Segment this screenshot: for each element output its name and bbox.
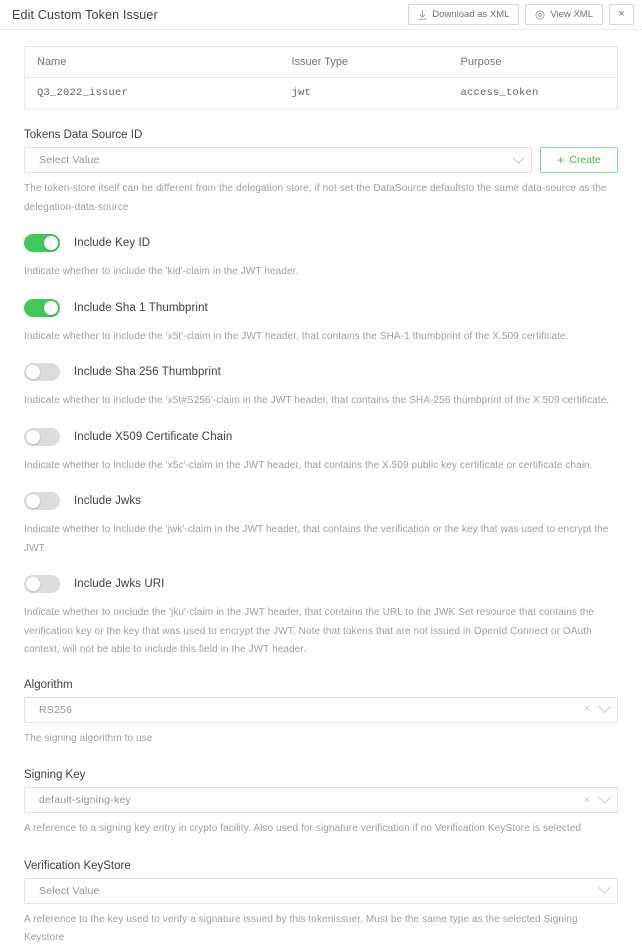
toggle-hint: Indicate whether to include the 'kid'-claim in the JWT header.: [24, 266, 299, 277]
select-adornments: [584, 795, 609, 806]
tokens-data-source-select[interactable]: [24, 147, 532, 173]
window-titlebar: [0, 0, 642, 30]
issuer-summary-table: [24, 46, 618, 109]
toggle-label: Include Jwks URI: [74, 578, 165, 590]
toggle-hint: Indicate whether to include the 'jwk'-claim in the JWT header, that contains the verification or the key that was used to encrypt the JWT.: [24, 524, 609, 554]
column-header-name: Name: [25, 47, 280, 78]
verification-keystore-value: Select Value: [39, 884, 100, 897]
table-header-row: [25, 47, 618, 78]
download-arrow-icon: [418, 10, 427, 20]
toggle-block-include-jwks-uri: [24, 575, 618, 660]
toggle-knob: [44, 301, 58, 315]
toggle-block-include-jwks: [24, 492, 618, 558]
tokens-data-source-value: Select Value: [39, 154, 100, 166]
toggle-block-include-sha-1-thumbprint: [24, 299, 618, 347]
toggle-include-sha-1-thumbprint[interactable]: [24, 299, 60, 317]
section-spacer: [24, 660, 618, 679]
tokens-data-source-row: [24, 147, 618, 173]
chevron-down-icon[interactable]: [598, 881, 611, 894]
select-adornments: [584, 704, 609, 715]
section-spacer: [24, 750, 618, 769]
algorithm-hint: The signing algorithm to use: [24, 732, 153, 744]
close-icon: ×: [618, 8, 625, 20]
algorithm-label: Algorithm: [24, 678, 73, 691]
chevron-down-icon[interactable]: [598, 791, 611, 804]
download-as-xml-label: Download as XML: [432, 9, 510, 20]
toggle-block-include-key-id: [24, 234, 618, 282]
toggle-row: [24, 428, 618, 446]
verification-keystore-select[interactable]: [24, 878, 618, 904]
algorithm-value: RS256: [39, 703, 73, 716]
toggle-knob: [26, 494, 40, 508]
toggle-include-sha-256-thumbprint[interactable]: [24, 363, 60, 381]
clear-icon[interactable]: ×: [583, 793, 590, 806]
select-adornments: [514, 156, 523, 165]
toggle-hint: Indicate whether to include the 'x5c'-claim in the JWT header, that contains the X.509 public key certificate or certificate chain.: [24, 459, 593, 471]
toggle-knob: [26, 577, 40, 591]
toggle-label: Include Key ID: [74, 237, 151, 249]
page-title: Edit Custom Token Issuer: [12, 7, 158, 22]
create-data-source-button[interactable]: [540, 147, 618, 173]
toggle-hint: Indicate whether to onclude the 'jku'-claim in the JWT header, that contains the URL to the JWK Set resource that contains the verification key or the key that was used to encrypt the JWT. Note that tokens that are not issued in OpenId Connect or OAuth context, will not be able to include this field in the JWT header.: [24, 607, 595, 655]
signing-key-field: [24, 769, 618, 839]
plus-icon: +: [557, 153, 565, 167]
toggle-hint: Indicate whether to include the 'x5t#S256'-claim in the JWT header, that contains the SHA-256 thumbprint of the X.509 certificate.: [24, 395, 610, 406]
download-as-xml-button[interactable]: [408, 4, 519, 25]
algorithm-select[interactable]: [24, 697, 618, 723]
chevron-down-icon[interactable]: [598, 700, 611, 713]
toggle-label: Include X509 Certificate Chain: [74, 430, 233, 443]
toggle-knob: [26, 365, 40, 379]
cell-name: Q3_2022_issuer: [37, 87, 129, 99]
algorithm-field: [24, 679, 618, 749]
form-body: [0, 30, 642, 948]
titlebar-actions: [408, 4, 634, 25]
toggle-row: [24, 363, 618, 381]
toggle-include-jwks-uri[interactable]: [24, 575, 60, 593]
tokens-data-source-field: [24, 129, 618, 217]
signing-key-value: default-signing-key: [39, 794, 131, 806]
column-header-purpose: Purpose: [448, 47, 617, 78]
toggle-knob: [44, 236, 58, 250]
section-spacer: [24, 841, 618, 860]
signing-key-select[interactable]: [24, 787, 618, 813]
eye-icon: [535, 10, 545, 20]
view-xml-button[interactable]: [525, 4, 603, 25]
tokens-data-source-label: Tokens Data Source ID: [24, 129, 143, 141]
toggle-include-jwks[interactable]: [24, 492, 60, 510]
clear-icon[interactable]: ×: [583, 703, 590, 715]
verification-keystore-hint: A reference to the key used to verify a signature issued by this tokenissuer. Must be the same type as the selected Signing Keystore: [24, 913, 578, 943]
chevron-down-icon[interactable]: [512, 151, 525, 164]
toggle-label: Include Sha 1 Thumbprint: [74, 301, 208, 314]
toggle-hint: Indicate whether to include the 'x5t'-claim in the JWT header, that contains the SHA-1 thumbprint of the X.509 certificate.: [24, 330, 569, 342]
toggle-row: [24, 575, 618, 593]
toggle-block-include-sha-256-thumbprint: [24, 363, 618, 411]
verification-keystore-field: [24, 860, 618, 948]
cell-purpose: access_token: [460, 87, 539, 99]
toggle-row: [24, 492, 618, 510]
toggle-label: Include Sha 256 Thumbprint: [74, 366, 221, 378]
toggle-include-key-id[interactable]: [24, 234, 60, 252]
toggle-label: Include Jwks: [74, 495, 142, 507]
table-row: [25, 78, 618, 109]
signing-key-label: Signing Key: [24, 769, 86, 781]
column-header-issuer-type: Issuer Type: [279, 47, 448, 78]
toggle-row: [24, 299, 618, 317]
toggle-row: [24, 234, 618, 252]
tokens-data-source-hint: The token-store itself can be different from the delegation store, if not set the DataSource defaultsto the same data-source as the delegation-data-source: [24, 183, 607, 213]
close-button[interactable]: [609, 4, 634, 25]
signing-key-hint: A reference to a signing key entry in crypto facility. Also used for signature verification if no Verification KeyStore is selected: [24, 823, 582, 834]
toggle-block-include-x509-certificate-chain: [24, 428, 618, 476]
toggle-include-x509-certificate-chain[interactable]: [24, 428, 60, 446]
cell-issuer-type: jwt: [291, 87, 311, 99]
verification-keystore-label: Verification KeyStore: [24, 859, 131, 872]
select-adornments: [600, 886, 609, 895]
toggle-knob: [26, 430, 40, 444]
view-xml-label: View XML: [550, 9, 593, 20]
create-label: Create: [569, 154, 601, 166]
